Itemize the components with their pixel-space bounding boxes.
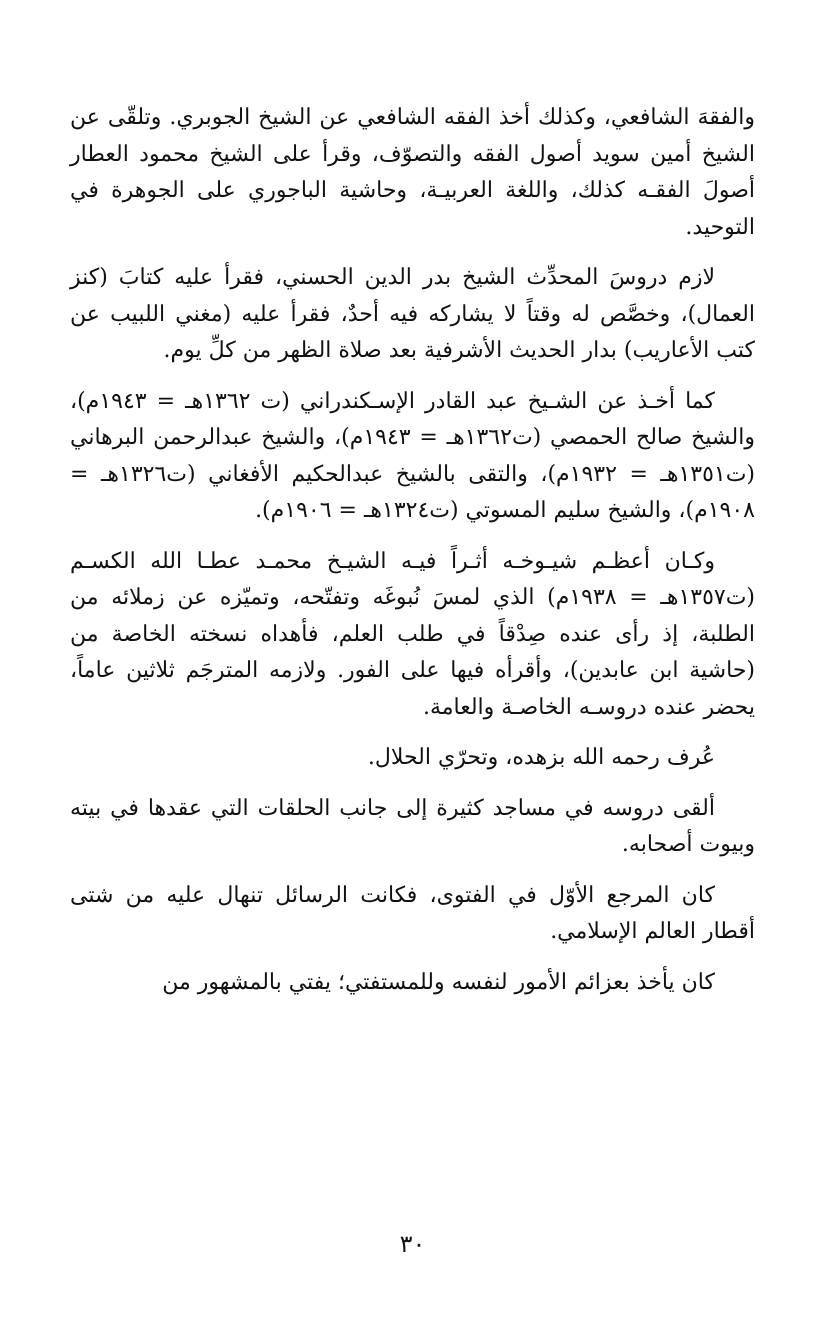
body-text — [70, 100, 755, 1015]
paragraph-4: وكـان أعظـم شيـوخـه أثـراً فيـه الشيـخ محمـد عطـا الله الكسـم (ت١٣٥٧هـ = ١٩٣٨م) الذي لمسَ نُبوغَه وتفتّحه، وتميّزه عن زملائه من الطلبة، إذ رأى عنده صِدْقاً في طلب العلم، فأهداه نسخته الخاصة من (حاشية ابن عابدين)، وأقرأه فيها على الفور. ولازمه المترجَم ثلاثين عاماً، يحضر عنده دروسـه الخاصـة والعامة. — [70, 548, 756, 720]
page-number: ٣٠ — [399, 1230, 426, 1258]
paragraph-7: كان المرجع الأوّل في الفتوى، فكانت الرسائل تنهال عليه من شتى أقطار العالم الإسلامي. — [70, 882, 755, 944]
paragraph-3: كما أخـذ عن الشـيخ عبد القادر الإسـكندراني (ت ١٣٦٢هـ = ١٩٤٣م)، والشيخ صالح الحمصي (ت١٣٦٢هـ = ١٩٤٣م)، والشيخ عبدالرحمن البرهاني (ت١٣٥١هـ = ١٩٣٢م)، والتقى بالشيخ عبدالحكيم الأفغاني (ت١٣٢٦هـ = ١٩٠٨م)، والشيخ سليم المسوتي (ت١٣٢٤هـ = ١٩٠٦م). — [70, 388, 755, 523]
paragraph-1: والفقهَ الشافعي، وكذلك أخذ الفقه الشافعي عن الشيخ الجوبري. وتلقّى عن الشيخ أمين سويد أصول الفقه والتصوّف، وقرأ على الشيخ محمود العطار أصولَ الفقـه كذلك، واللغة العربيـة، وحاشية الباجوري على الجوهرة في التوحيد. — [70, 105, 755, 240]
paragraph-6: ألقى دروسه في مساجد كثيرة إلى جانب الحلقات التي عقدها في بيته وبيوت أصحابه. — [70, 795, 755, 857]
paragraph-8: كان يأخذ بعزائم الأمور لنفسه وللمستفتي؛ يفتي بالمشهور من — [162, 969, 715, 995]
paragraph-5: عُرف رحمه الله بزهده، وتحرّي الحلال. — [367, 745, 715, 770]
paragraph-2: لازم دروسَ المحدِّث الشيخ بدر الدين الحسني، فقرأ عليه كتابَ (كنز العمال)، وخصَّص له وقتاً لا يشاركه فيه أحدٌ، فقرأ عليه (مغني اللبيب عن كتب الأعاريب) بدار الحديث الأشرفية بعد صلاة الظهر من كلِّ يوم. — [70, 265, 755, 363]
